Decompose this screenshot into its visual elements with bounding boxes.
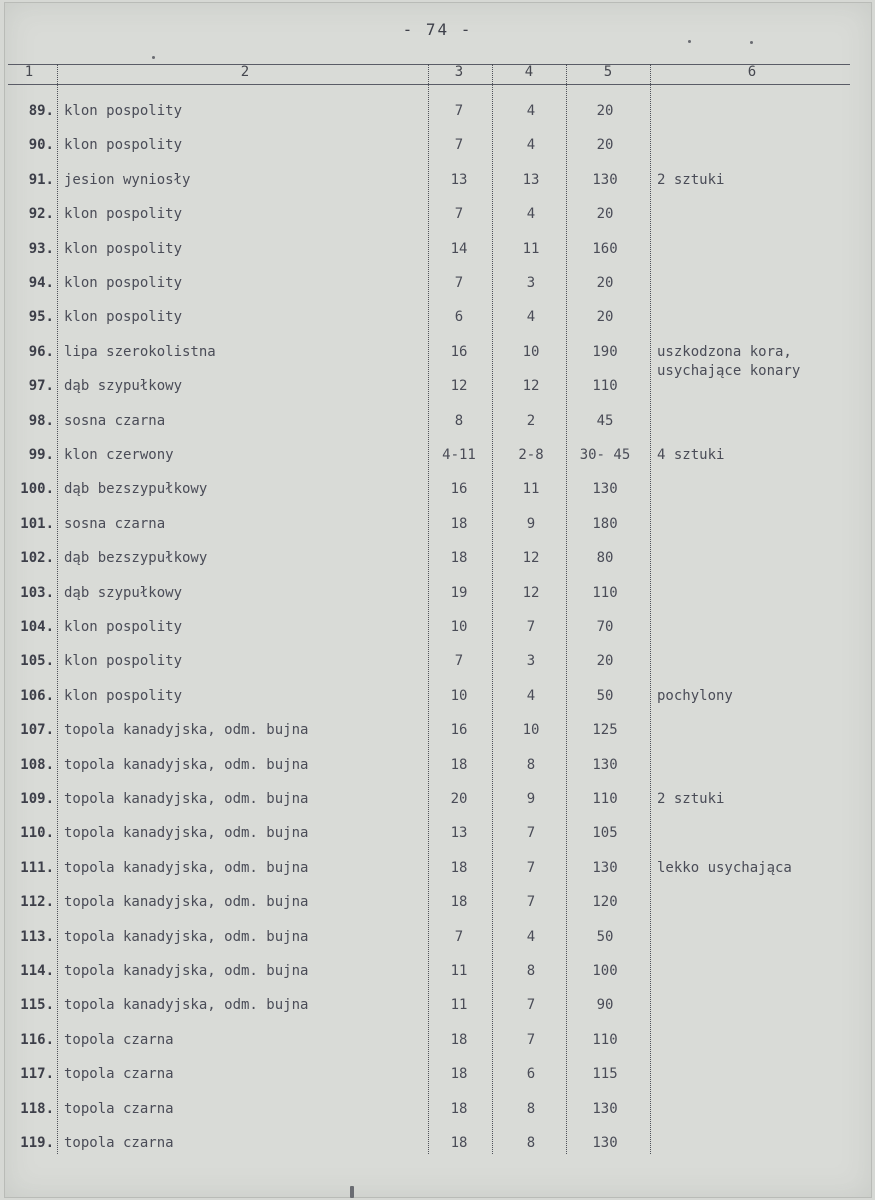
tree-species: klon pospolity [64, 687, 183, 704]
tree-species: topola kanadyjska, odm. bujna [64, 825, 309, 842]
scan-speck [152, 56, 155, 59]
column-4-value: 4 [526, 309, 536, 326]
column-4-value: 7 [526, 894, 536, 911]
row-number: 95. [28, 309, 54, 326]
column-4-value: 10 [522, 343, 540, 360]
column-4-value: 3 [526, 653, 536, 670]
column-5-value: 50 [596, 687, 614, 704]
table-row [0, 893, 875, 927]
row-number: 98. [28, 412, 54, 429]
tree-species: klon pospolity [64, 619, 183, 635]
column-4-value: 8 [526, 1100, 536, 1117]
column-5-value: 110 [592, 791, 618, 807]
column-5-value: 30- 45 [579, 447, 631, 463]
column-5-value: 130 [592, 171, 618, 188]
tree-species: jesion wyniosły [64, 171, 191, 188]
row-number: 118. [20, 1100, 54, 1117]
tree-species: topola kanadyjska, odm. bujna [64, 791, 309, 807]
column-3-value: 18 [450, 1100, 468, 1117]
column-5-value: 70 [596, 619, 614, 635]
row-number: 94. [28, 275, 54, 291]
column-3-value: 6 [454, 309, 464, 326]
column-5-value: 125 [592, 722, 618, 739]
row-number: 113. [20, 928, 54, 945]
column-3-value: 18 [450, 1031, 468, 1048]
row-number: 108. [20, 756, 54, 773]
table-row [0, 274, 875, 308]
tree-species: klon czerwony [64, 447, 174, 463]
row-number: 101. [20, 515, 54, 532]
row-number: 97. [28, 378, 54, 395]
column-4-value: 4 [526, 928, 536, 945]
column-5-value: 90 [596, 997, 614, 1014]
tree-species: topola czarna [64, 1100, 174, 1117]
row-number: 117. [20, 1066, 54, 1083]
column-4-value: 4 [526, 103, 536, 119]
column-5-value: 20 [596, 653, 614, 670]
column-4-value: 4 [526, 687, 536, 704]
column-5-value: 45 [596, 412, 614, 429]
column-3-value: 12 [450, 378, 468, 395]
column-3-value: 7 [454, 653, 464, 670]
column-3-value: 7 [454, 103, 464, 119]
column-4-value: 7 [526, 859, 536, 876]
tree-species: dąb bezszypułkowy [64, 481, 208, 498]
column-4-value: 12 [522, 378, 540, 395]
column-3-value: 18 [450, 1066, 468, 1083]
column-5-value: 105 [592, 825, 618, 842]
tree-species: topola kanadyjska, odm. bujna [64, 928, 309, 945]
table-row [0, 412, 875, 446]
column-5-value: 100 [592, 963, 618, 979]
row-number: 91. [28, 171, 54, 188]
column-3-value: 16 [450, 722, 468, 739]
table-row [0, 240, 875, 274]
column-4-value: 2 [526, 412, 536, 429]
tree-species: topola kanadyjska, odm. bujna [64, 894, 309, 911]
column-3-value: 13 [450, 171, 468, 188]
column-4-value: 13 [522, 171, 540, 188]
column-3-value: 7 [454, 275, 464, 291]
remarks: lekko usychająca [657, 859, 792, 876]
row-number: 102. [20, 550, 54, 567]
column-5-value: 130 [592, 1100, 618, 1117]
row-number: 114. [20, 963, 54, 979]
column-3-value: 18 [450, 550, 468, 567]
tree-species: topola kanadyjska, odm. bujna [64, 859, 309, 876]
column-4-value: 7 [526, 619, 536, 635]
table-row [0, 446, 875, 480]
column-4-value: 7 [526, 825, 536, 842]
column-4-value: 8 [526, 756, 536, 773]
column-5-value: 180 [592, 515, 618, 532]
row-number: 106. [20, 687, 54, 704]
table-row [0, 996, 875, 1030]
column-3-value: 16 [450, 481, 468, 498]
tree-species: topola kanadyjska, odm. bujna [64, 997, 309, 1014]
table-row [0, 205, 875, 239]
row-number: 112. [20, 894, 54, 911]
column-header-1: 1 [24, 64, 34, 80]
table-row [0, 859, 875, 893]
column-3-value: 20 [450, 791, 468, 807]
table-row [0, 721, 875, 755]
column-3-value: 18 [450, 756, 468, 773]
column-5-value: 20 [596, 137, 614, 154]
column-5-value: 130 [592, 756, 618, 773]
column-5-value: 50 [596, 928, 614, 945]
column-5-value: 160 [592, 240, 618, 257]
row-number: 92. [28, 206, 54, 223]
table-row [0, 1031, 875, 1065]
column-5-value: 20 [596, 275, 614, 291]
column-5-value: 130 [592, 1135, 618, 1151]
tree-species: topola kanadyjska, odm. bujna [64, 722, 309, 739]
row-number: 107. [20, 722, 54, 739]
tree-species: klon pospolity [64, 103, 183, 119]
column-4-value: 11 [522, 240, 540, 257]
row-number: 111. [20, 859, 54, 876]
table-row [0, 515, 875, 549]
column-3-value: 13 [450, 825, 468, 842]
column-4-value: 7 [526, 997, 536, 1014]
column-5-value: 20 [596, 309, 614, 326]
scan-speck [688, 40, 691, 43]
column-4-value: 9 [526, 791, 536, 807]
tree-species: klon pospolity [64, 309, 183, 326]
tree-species: dąb bezszypułkowy [64, 550, 208, 567]
table-row [0, 687, 875, 721]
row-number: 115. [20, 997, 54, 1014]
tree-species: topola kanadyjska, odm. bujna [64, 756, 309, 773]
column-3-value: 18 [450, 894, 468, 911]
column-4-value: 10 [522, 722, 540, 739]
tree-species: klon pospolity [64, 275, 183, 291]
page-number: - 74 - [402, 20, 473, 39]
row-number: 89. [28, 103, 54, 119]
column-3-value: 7 [454, 137, 464, 154]
table-row [0, 136, 875, 170]
note-continuation: usychające konary [657, 363, 801, 379]
row-number: 90. [28, 137, 54, 154]
table-row [0, 756, 875, 790]
column-3-value: 7 [454, 206, 464, 223]
row-number: 104. [20, 619, 54, 635]
column-5-value: 20 [596, 103, 614, 119]
column-4-value: 8 [526, 963, 536, 979]
column-3-value: 4-11 [442, 447, 476, 463]
table-row [0, 618, 875, 652]
column-4-value: 11 [522, 481, 540, 498]
column-3-value: 8 [454, 412, 464, 429]
table-row [0, 1100, 875, 1134]
column-header-5: 5 [603, 64, 613, 80]
table-row [0, 928, 875, 962]
column-3-value: 16 [450, 343, 468, 360]
column-4-value: 8 [526, 1135, 536, 1151]
table-row [0, 790, 875, 824]
table-row [0, 1065, 875, 1099]
column-header-4: 4 [524, 64, 534, 80]
column-5-value: 120 [592, 894, 618, 911]
table-row [0, 1134, 875, 1168]
tree-species: klon pospolity [64, 240, 183, 257]
column-3-value: 18 [450, 515, 468, 532]
column-4-value: 3 [526, 275, 536, 291]
column-4-value: 6 [526, 1066, 536, 1083]
column-5-value: 110 [592, 584, 618, 601]
scan-speck [350, 1186, 354, 1198]
table-row [0, 171, 875, 205]
table-row [0, 652, 875, 686]
table-row [0, 824, 875, 858]
row-number: 116. [20, 1031, 54, 1048]
table-row [0, 962, 875, 996]
table-row [0, 308, 875, 342]
column-5-value: 130 [592, 481, 618, 498]
remarks: uszkodzona kora, [657, 343, 792, 360]
tree-species: topola kanadyjska, odm. bujna [64, 963, 309, 979]
column-3-value: 19 [450, 584, 468, 601]
remarks: 2 sztuki [657, 171, 725, 188]
column-3-value: 7 [454, 928, 464, 945]
note-continuation-line [0, 362, 875, 396]
column-4-value: 4 [526, 137, 536, 154]
tree-species: topola czarna [64, 1066, 174, 1083]
column-5-value: 80 [596, 550, 614, 567]
row-number: 96. [28, 343, 54, 360]
tree-species: lipa szerokolistna [64, 343, 216, 360]
remarks: 2 sztuki [657, 791, 725, 807]
column-3-value: 11 [450, 997, 468, 1014]
remarks: pochylony [657, 687, 733, 704]
tree-species: klon pospolity [64, 653, 183, 670]
column-5-value: 110 [592, 1031, 618, 1048]
table-row [0, 549, 875, 583]
row-number: 103. [20, 584, 54, 601]
scan-speck [750, 41, 753, 44]
column-3-value: 11 [450, 963, 468, 979]
tree-species: dąb szypułkowy [64, 584, 183, 601]
column-5-value: 190 [592, 343, 618, 360]
row-number: 99. [28, 447, 54, 463]
table-row [0, 102, 875, 136]
row-number: 109. [20, 791, 54, 807]
column-5-value: 130 [592, 859, 618, 876]
column-4-value: 4 [526, 206, 536, 223]
tree-species: klon pospolity [64, 206, 183, 223]
column-header-2: 2 [240, 64, 250, 80]
tree-species: klon pospolity [64, 137, 183, 154]
row-number: 110. [20, 825, 54, 842]
remarks: 4 sztuki [657, 447, 725, 463]
column-4-value: 12 [522, 550, 540, 567]
row-number: 105. [20, 653, 54, 670]
column-4-value: 9 [526, 515, 536, 532]
tree-species: sosna czarna [64, 412, 166, 429]
column-5-value: 115 [592, 1066, 618, 1083]
tree-species: topola czarna [64, 1135, 174, 1151]
column-header-6: 6 [747, 64, 757, 80]
column-5-value: 110 [592, 378, 618, 395]
column-4-value: 2-8 [518, 447, 544, 463]
column-5-value: 20 [596, 206, 614, 223]
tree-species: dąb szypułkowy [64, 378, 183, 395]
tree-species: topola czarna [64, 1031, 174, 1048]
column-3-value: 18 [450, 859, 468, 876]
table-row [0, 584, 875, 618]
table-row [0, 480, 875, 514]
row-number: 119. [20, 1135, 54, 1151]
column-header-3: 3 [454, 64, 464, 80]
column-4-value: 12 [522, 584, 540, 601]
row-number: 93. [28, 240, 54, 257]
column-header-row [0, 64, 875, 86]
column-3-value: 10 [450, 619, 468, 635]
tree-species: sosna czarna [64, 515, 166, 532]
column-3-value: 18 [450, 1135, 468, 1151]
column-4-value: 7 [526, 1031, 536, 1048]
row-number: 100. [20, 481, 54, 498]
column-3-value: 14 [450, 240, 468, 257]
column-3-value: 10 [450, 687, 468, 704]
